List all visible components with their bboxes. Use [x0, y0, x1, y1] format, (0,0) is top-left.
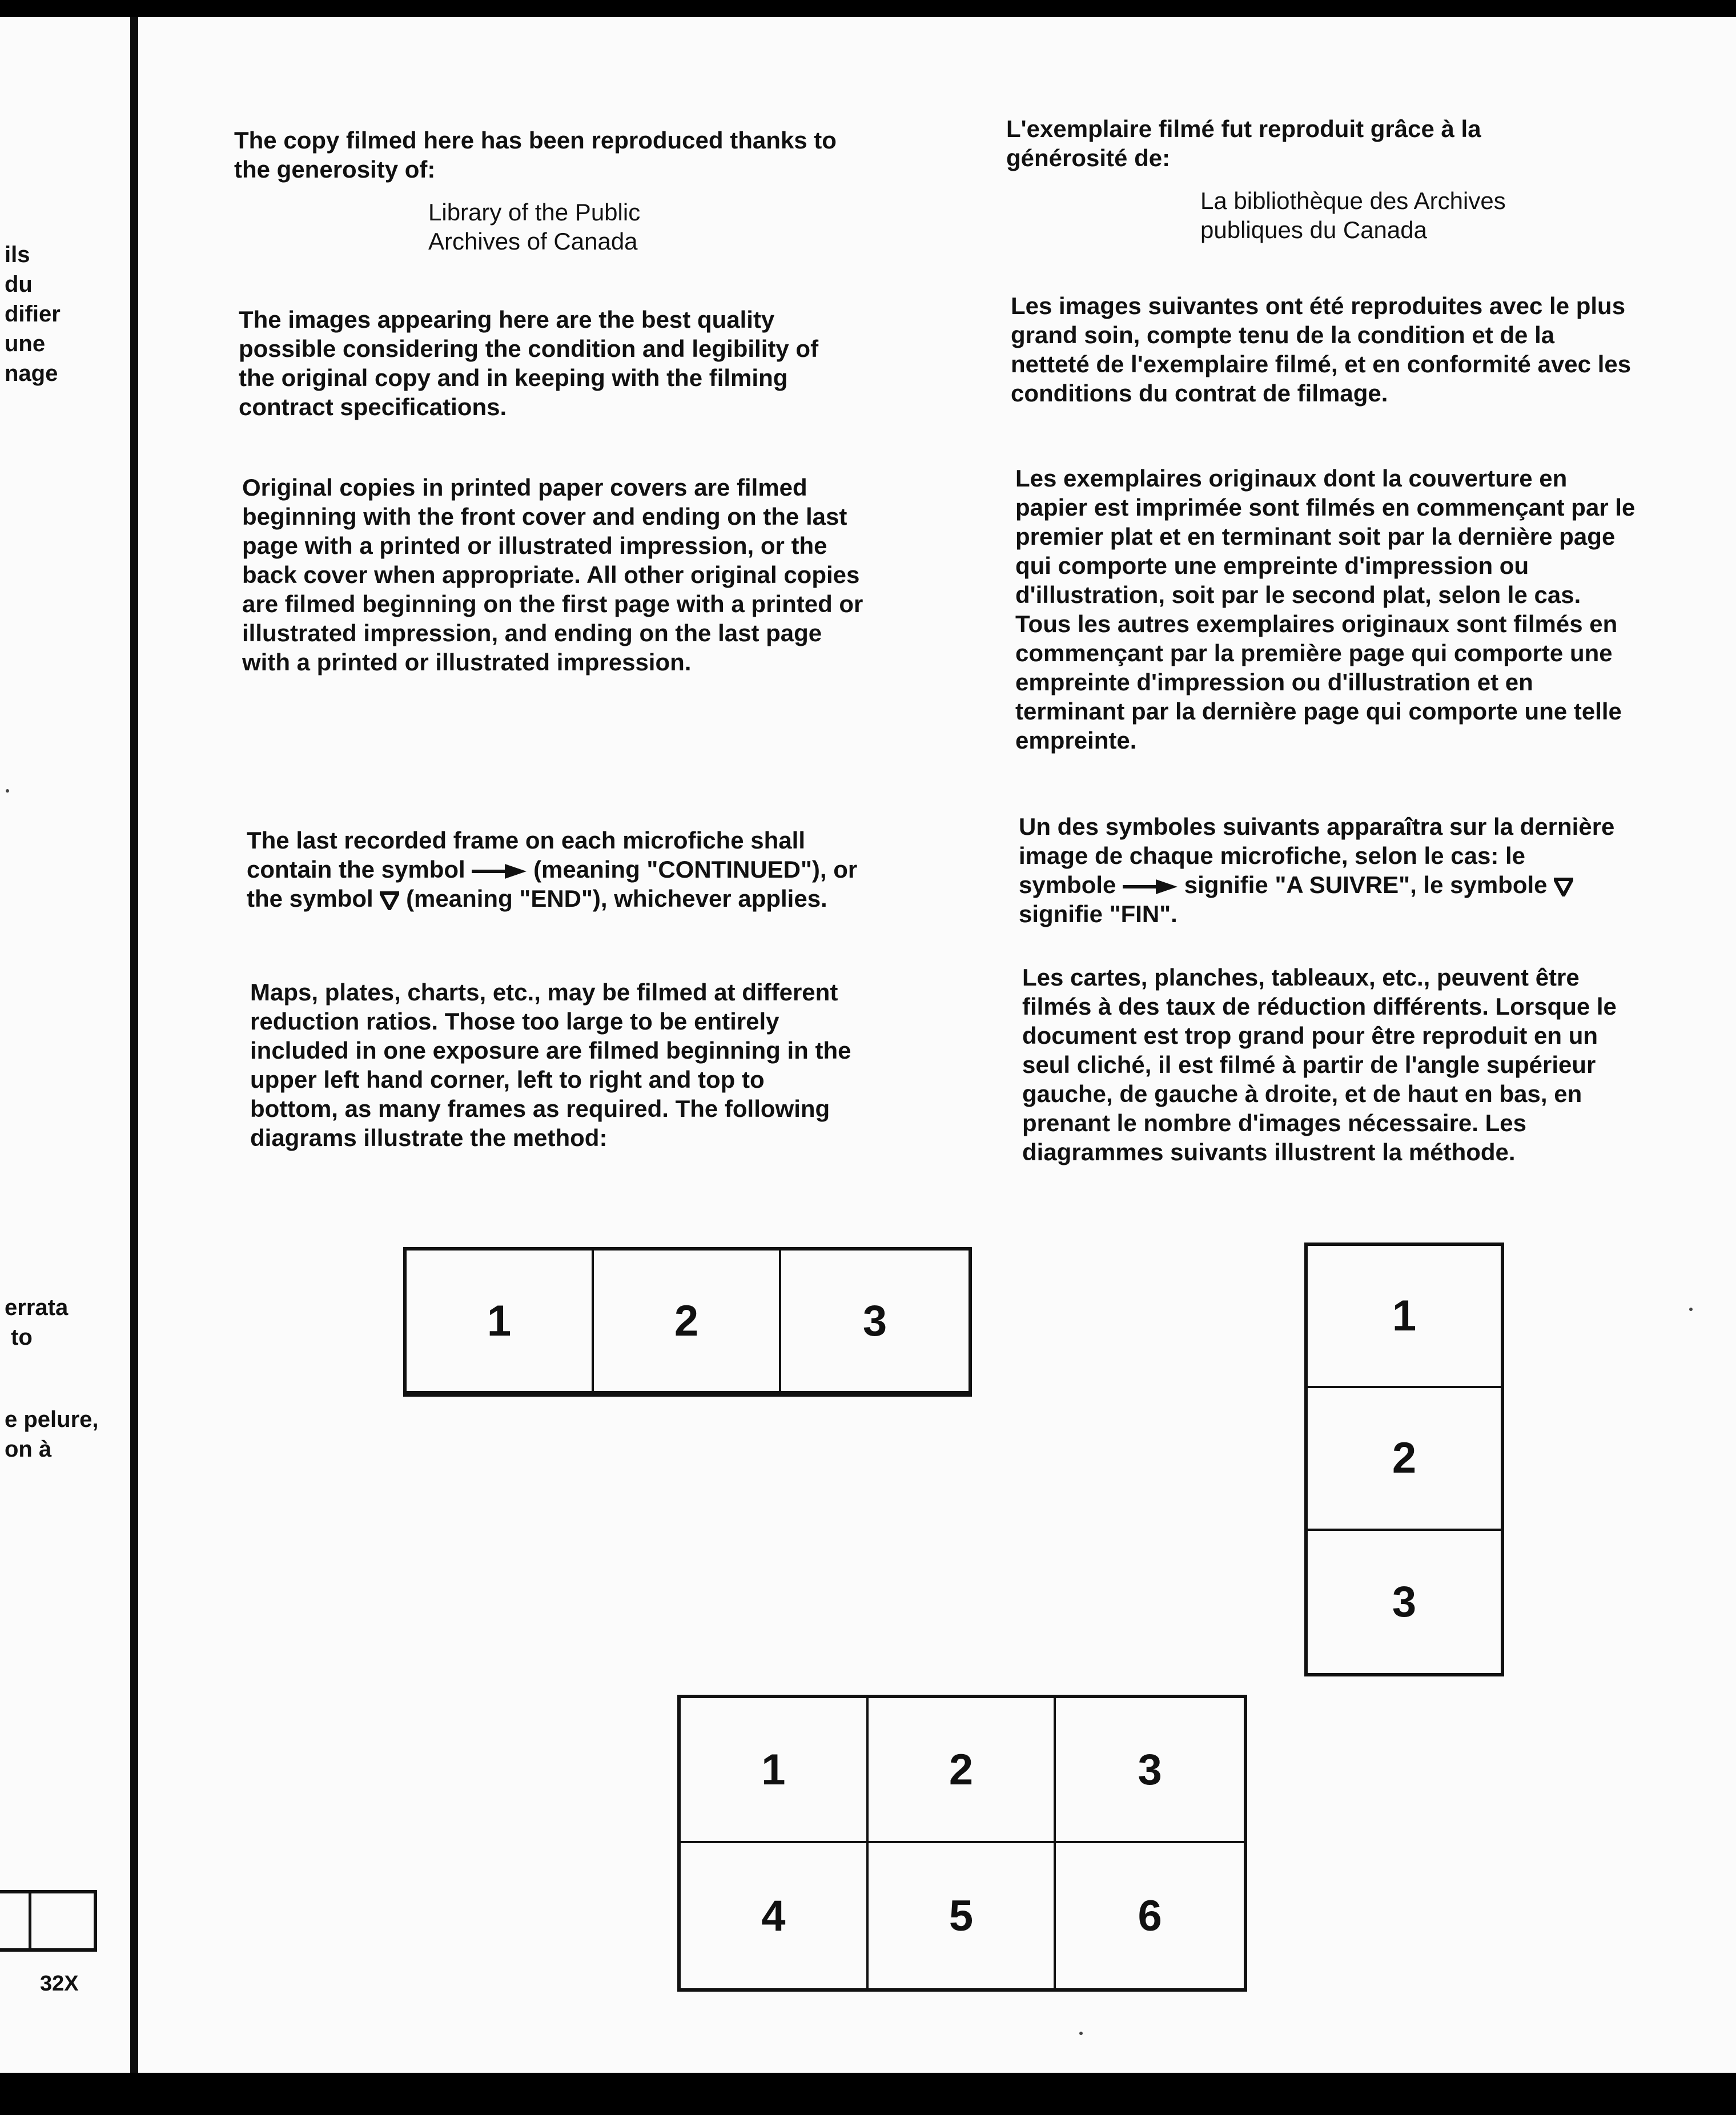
quality-text: Les images suivantes ont été reproduites avec le plus grand soin, compte tenu de la condition et de la netteté de l'exemplaire filmé, et en conformité avec les conditions du contrat de filmage.	[1011, 292, 1631, 407]
library-name-line: Archives of Canada	[428, 228, 638, 255]
acknowledgement-text: L'exemplaire filmé fut reproduit grâce à la générosité de:	[1006, 115, 1481, 171]
originals-text: Original copies in printed paper covers are filmed beginning with the front cover and ending on the last page with a printed or illustrated impression, or the back cover when appropriate. All other original copies are filmed beginning on the first page with a printed or illustrated impression, and ending on the last page with a printed or illustrated impression.	[242, 474, 863, 675]
english-originals-paragraph	[242, 473, 865, 677]
film-speck	[1689, 1308, 1693, 1311]
library-name	[1006, 186, 1606, 244]
french-originals-paragraph	[1015, 464, 1638, 755]
library-name	[234, 198, 874, 256]
film-bottom-edge	[0, 2073, 1736, 2115]
maps-text: Les cartes, planches, tableaux, etc., peuvent être filmés à des taux de réduction différents. Lorsque le document est trop grand pour être reproduit en un seul cliché, il est filmé à partir de l'angle supérieur gauche, de gauche à droite, et de haut en bas, en prenant le nombre d'images nécessaire. Les diagrammes suivants illustrent la méthode.	[1022, 964, 1617, 1165]
resolution-box	[0, 1890, 97, 1952]
frame-divider-line	[130, 17, 138, 2073]
reduction-label: 32X	[40, 1972, 79, 1996]
frame-cell: 3	[1056, 1698, 1244, 1843]
library-name-line: La bibliothèque des Archives	[1200, 187, 1506, 214]
french-symbols-paragraph	[1019, 812, 1624, 928]
symbols-text	[247, 826, 858, 913]
grid-frame-diagram	[677, 1695, 1247, 1992]
microfiche-target-page	[0, 17, 1736, 2073]
symbols-text-part: (meaning "END"), whichever applies.	[406, 885, 827, 912]
english-column	[234, 126, 874, 256]
continued-arrow-icon	[472, 863, 527, 880]
continued-arrow-icon	[1123, 878, 1178, 895]
symbols-text-part: Un des symboles suivants apparaîtra sur la dernière image de chaque microfiche, selon le cas: le symbole	[1019, 813, 1615, 898]
symbols-text	[1019, 812, 1624, 928]
frame-cell: 1	[407, 1250, 594, 1393]
english-quality-paragraph	[239, 305, 855, 421]
symbols-text-part: signifie "A SUIVRE", le symbole	[1184, 871, 1548, 898]
frame-cell: 4	[681, 1843, 869, 1988]
margin-fragment: nage	[5, 361, 58, 386]
acknowledgement-text: The copy filmed here has been reproduced thanks to the generosity of:	[234, 127, 837, 183]
film-speck	[1079, 2032, 1083, 2035]
frame-cell: 3	[1392, 1577, 1417, 1626]
english-symbols-paragraph	[247, 826, 858, 913]
margin-fragment: une	[5, 331, 46, 356]
library-name-line: Library of the Public	[428, 199, 641, 226]
margin-fragment: e pelure,	[5, 1407, 99, 1432]
frame-cell: 3	[781, 1250, 969, 1393]
frame-cell: 1	[1308, 1246, 1501, 1388]
frame-cell: 5	[869, 1843, 1056, 1988]
frame-cell: 2	[594, 1250, 781, 1393]
english-maps-paragraph	[250, 978, 855, 1152]
margin-fragment: du	[5, 272, 33, 297]
frame-cell: 1	[681, 1698, 869, 1843]
margin-fragment: errata	[5, 1295, 69, 1320]
french-maps-paragraph	[1022, 963, 1639, 1167]
french-column	[1006, 114, 1606, 244]
resolution-box-divider	[29, 1891, 31, 1951]
end-triangle-icon	[1554, 877, 1573, 896]
symbols-text-part: (meaning "CONTINUED"), or the symbol	[247, 856, 858, 912]
library-name-line: publiques du Canada	[1200, 216, 1427, 243]
originals-text: Les exemplaires originaux dont la couverture en papier est imprimée sont filmés en commençant par le premier plat et en terminant soit par la dernière page qui comporte une empreinte d'impression ou d'illustration, soit par le second plat, selon le cas. Tous les autres exemplaires originaux sont filmés en commençant par la première page qui comporte une empreinte d'impression ou d'illustration et en terminant par la dernière page qui comporte une telle empreinte.	[1015, 465, 1635, 754]
maps-text: Maps, plates, charts, etc., may be filmed at different reduction ratios. Those too large to be entirely included in one exposure are filmed beginning in the upper left hand corner, left to right and top to bottom, as many frames as required. The following diagrams illustrate the method:	[250, 979, 851, 1151]
symbols-text-part: signifie "FIN".	[1019, 900, 1178, 927]
end-triangle-icon	[380, 891, 399, 910]
margin-fragment: ils	[5, 242, 30, 267]
symbols-text-part: The last recorded frame on each microfiche shall contain the symbol	[247, 827, 805, 883]
quality-text: The images appearing here are the best quality possible considering the condition and legibility of the original copy and in keeping with the filming contract specifications.	[239, 306, 819, 420]
film-speck	[6, 789, 9, 793]
horizontal-frame-diagram	[403, 1247, 972, 1397]
frame-cell: 2	[869, 1698, 1056, 1843]
margin-fragment: difier	[5, 301, 61, 327]
margin-fragment: to	[5, 1325, 33, 1350]
margin-fragment: on à	[5, 1437, 52, 1462]
frame-cell: 2	[1308, 1388, 1501, 1530]
frame-cell: 6	[1138, 1891, 1162, 1940]
vertical-frame-diagram	[1304, 1243, 1504, 1676]
french-quality-paragraph	[1011, 291, 1633, 408]
